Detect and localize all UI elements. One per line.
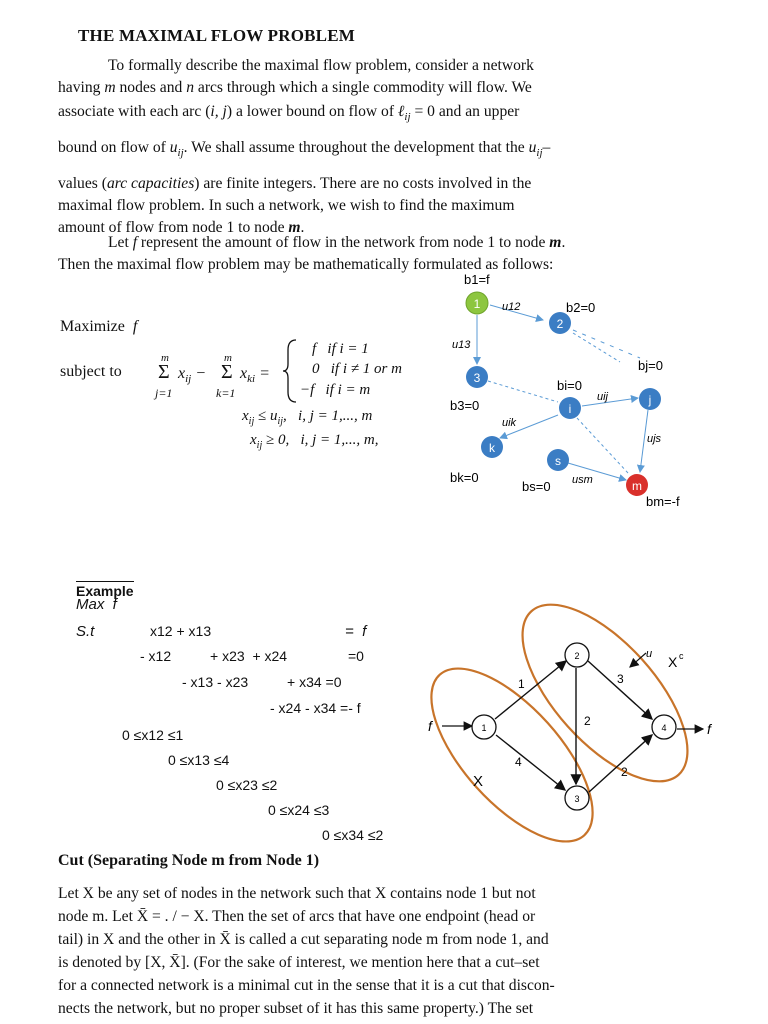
label-cap-34: 2 — [621, 765, 628, 779]
label-bk: bk=0 — [450, 470, 479, 485]
example-eq-3: - x13 - x23 + x34 =0 — [182, 674, 342, 690]
sum2-sigma: Σ — [221, 361, 233, 383]
example-eq-1: x12 + x13 — [150, 623, 212, 639]
svg-text:j: j — [648, 393, 652, 407]
arc-i-m-dashed — [577, 418, 628, 473]
svg-text:2: 2 — [556, 317, 564, 331]
case-3: −f if i = m — [300, 382, 371, 398]
bound-x12: 0 ≤x12 ≤1 — [122, 727, 184, 743]
label-usm: usm — [572, 474, 593, 486]
maximize-label: Maximize f — [60, 318, 138, 335]
page-title: THE MAXIMAL FLOW PROBLEM — [78, 26, 355, 45]
svg-text:1: 1 — [473, 297, 481, 311]
label-u: u — [646, 648, 653, 660]
example-st: S.t — [76, 623, 95, 640]
label-u12: u12 — [502, 301, 521, 313]
intro-line-6: maximal flow problem. In such a network, we wish to find the maximum — [58, 197, 515, 215]
arc-i-j — [582, 398, 638, 406]
example-eq-2: - x12 + x23 + x24 — [140, 648, 288, 664]
bound-x23: 0 ≤x23 ≤2 — [216, 777, 278, 793]
svg-text:3: 3 — [473, 371, 481, 385]
cut-line-1: Let X be any set of nodes in the network such that X contains node 1 but not — [58, 885, 536, 902]
svg-text:k: k — [489, 441, 495, 455]
label-f-in: f — [428, 718, 432, 734]
cases-brace — [282, 338, 298, 404]
cut-line-6: nects the network, but no proper subset of it has this same property.) The set — [58, 1000, 534, 1017]
intro-line-4: bound on flow of $u_{ij}$. We shall assume throughout the development that the $u_{ij}-$ — [58, 139, 551, 160]
arc-3-i-dashed — [488, 381, 558, 402]
intro-line-3: associate with each arc (i, j) a lower bound on flow of ℓ$_{ij}$ = 0 and an upper — [58, 103, 520, 124]
label-ujs: ujs — [647, 433, 662, 445]
svg-text:4: 4 — [661, 723, 667, 733]
para2-line-1: Let f represent the amount of flow in the network from node 1 to node m. — [108, 234, 566, 251]
label-xc-sup: c — [679, 651, 684, 661]
label-uij: uij — [597, 391, 609, 403]
label-b3: b3=0 — [450, 398, 480, 413]
case-2: 0 if i ≠ 1 or m — [312, 361, 402, 377]
label-cap-23: 2 — [584, 714, 591, 728]
cut-line-2: node m. Let X̄ = . / − X. Then the set of arcs that have one endpoint (head or — [58, 908, 536, 925]
constraint-nonneg: $x_{ij} \ge 0$, i, j = 1,..., m, — [250, 432, 379, 451]
sum1-lower: j=1 — [155, 386, 173, 400]
label-bi: bi=0 — [557, 378, 582, 393]
x-ki: $x_{ki}$ = — [240, 365, 270, 386]
bound-x34: 0 ≤x34 ≤2 — [322, 827, 384, 843]
sum1-sigma: Σ — [158, 361, 170, 383]
intro-line-7: amount of flow from node 1 to node m. — [58, 219, 305, 237]
network-diagram-example — [420, 595, 720, 855]
label-x-set: X — [473, 773, 484, 790]
arc-2-j-dashed — [573, 330, 640, 358]
intro-line-5: values (arc capacities) are finite integers. There are no costs involved in the — [58, 175, 532, 193]
label-cap-12: 1 — [518, 677, 525, 691]
label-cap-24: 3 — [617, 672, 624, 686]
label-b2: b2=0 — [566, 300, 596, 315]
label-u13: u13 — [452, 339, 471, 351]
cut-paragraph — [58, 882, 672, 1020]
label-bs: bs=0 — [522, 479, 551, 494]
label-bm: bm=-f — [646, 494, 680, 509]
sum2-upper: m — [224, 352, 232, 364]
network-diagram-general — [440, 270, 700, 520]
bound-x24: 0 ≤x24 ≤3 — [268, 802, 330, 818]
example-eq-1-rhs: = f — [345, 623, 367, 640]
intro-paragraph — [58, 55, 672, 239]
arc-3-4 — [589, 735, 652, 792]
sum1-upper: m — [161, 352, 169, 364]
arc-2-4 — [588, 661, 652, 719]
x-ij: $x_{ij}$ − — [178, 365, 207, 386]
example-eq-4: - x24 - x34 =- f — [270, 700, 361, 716]
intro-line-1: To formally describe the maximal flow problem, consider a network — [108, 57, 534, 74]
example-objective: Max f — [76, 596, 117, 613]
cut-heading: Cut (Separating Node m from Node 1) — [58, 852, 320, 869]
label-b1: b1=f — [464, 272, 490, 287]
label-uik: uik — [502, 417, 517, 429]
svg-text:1: 1 — [481, 723, 487, 733]
cut-line-4: is denoted by [X, X̄]. (For the sake of interest, we mention here that a cut–set — [58, 954, 540, 971]
label-cap-13: 4 — [515, 755, 522, 769]
bound-x13: 0 ≤x13 ≤4 — [168, 752, 230, 768]
svg-text:s: s — [555, 454, 561, 468]
arc-2-i-dashed — [573, 333, 620, 362]
example-eq-2-rhs: =0 — [348, 648, 364, 664]
label-xc-set: X — [668, 654, 678, 670]
constraint-capacity: $x_{ij} \le u_{ij}$, i, j = 1,..., m — [242, 408, 373, 427]
intro-line-2: having m nodes and n arcs through which a single commodity will flow. We — [58, 79, 532, 96]
arc-1-3 — [496, 735, 565, 790]
svg-text:2: 2 — [574, 651, 580, 661]
example-heading: Example — [76, 583, 134, 599]
cut-line-5: for a connected network is a minimal cut in the sense that it is a cut that discon- — [58, 977, 555, 994]
label-bj: bj=0 — [638, 358, 663, 373]
label-f-out: f — [707, 721, 711, 737]
case-1: f if i = 1 — [312, 341, 369, 357]
subject-to-label: subject to — [60, 363, 122, 380]
para2-line-2: Then the maximal flow problem may be mathematically formulated as follows: — [58, 256, 554, 273]
sum2-lower: k=1 — [216, 386, 236, 400]
svg-text:i: i — [568, 402, 572, 416]
svg-text:3: 3 — [574, 794, 580, 804]
svg-text:m: m — [632, 479, 642, 493]
cut-line-3: tail) in X and the other in X̄ is called a cut separating node m from node 1, and — [58, 931, 549, 948]
